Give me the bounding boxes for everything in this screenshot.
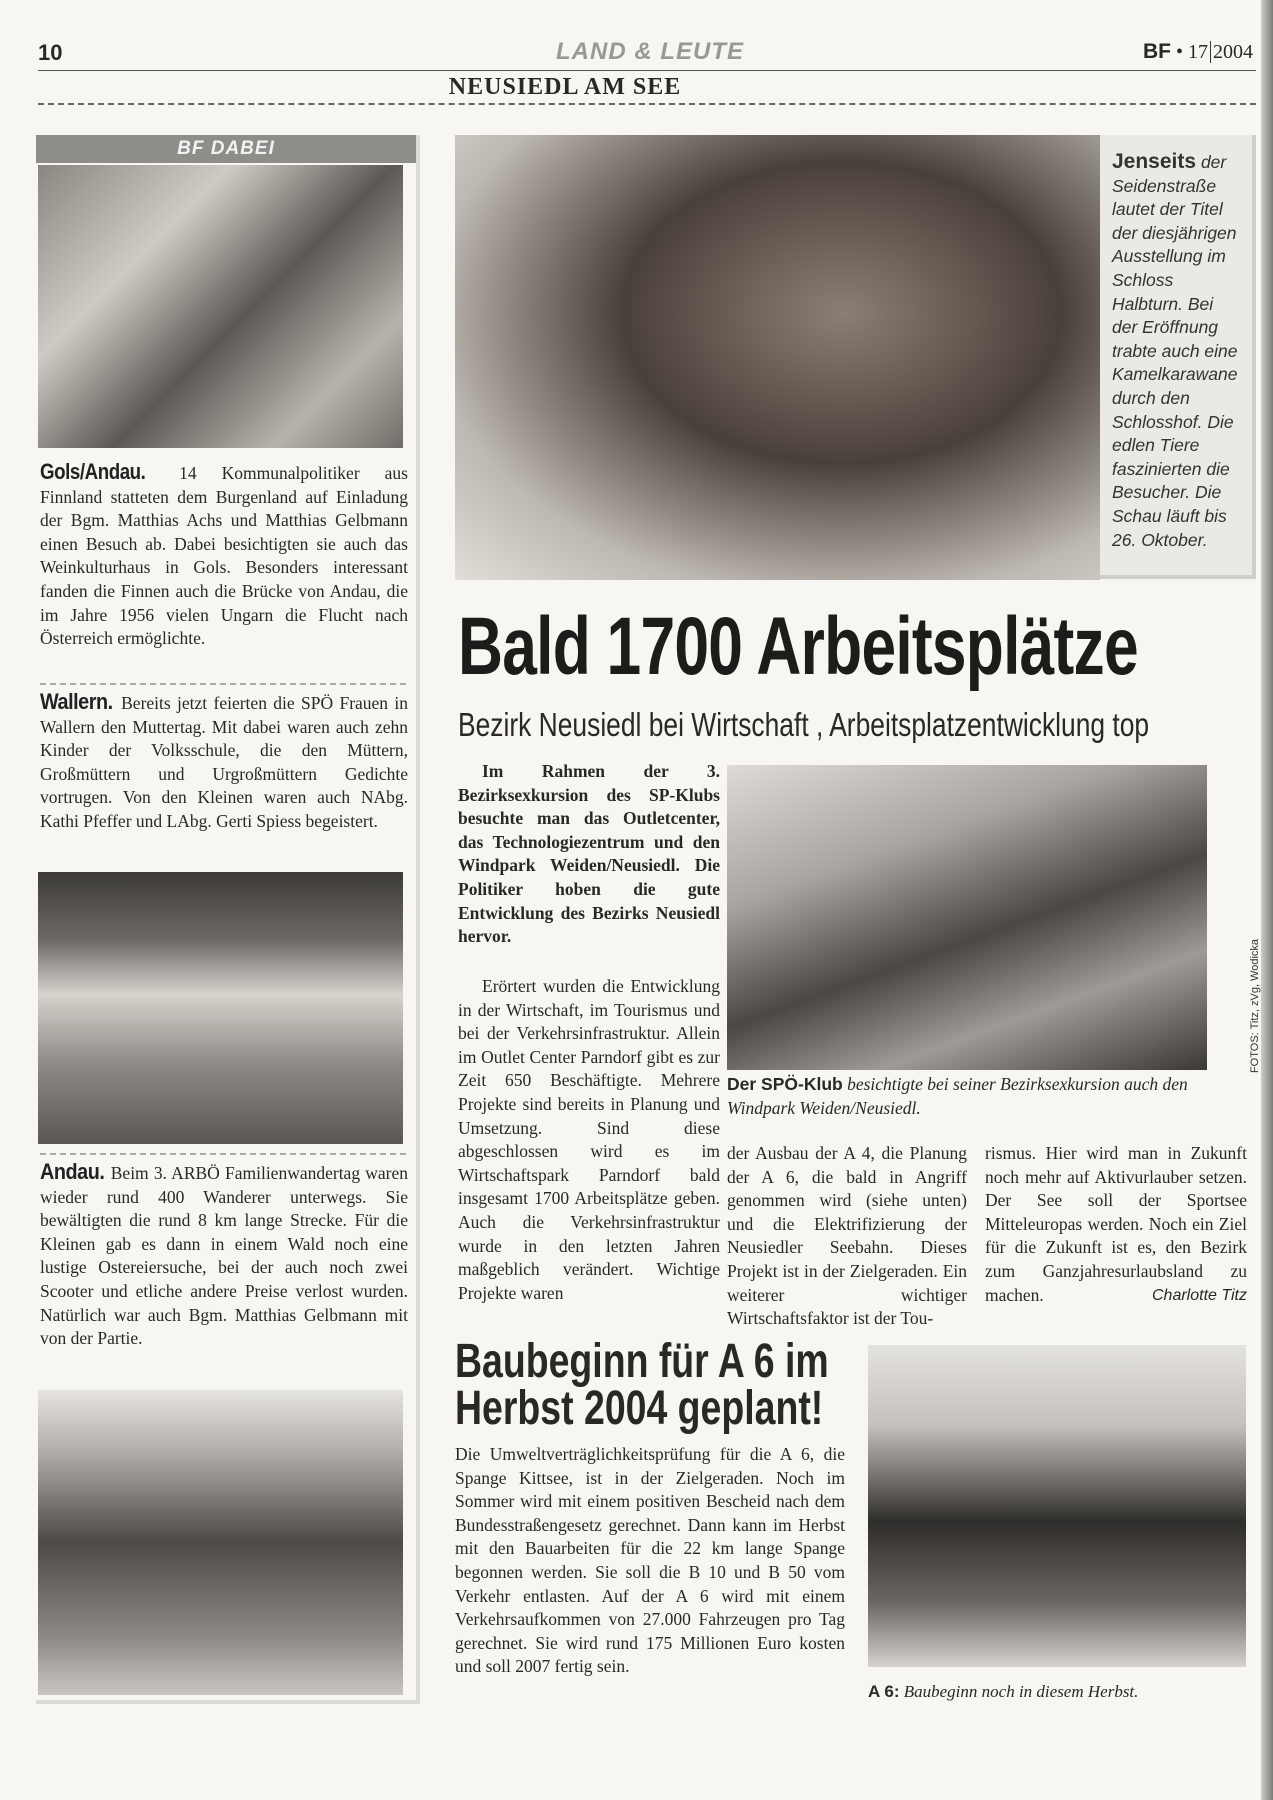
article-col3 bbox=[985, 1142, 1247, 1307]
main-headline-text: Bald 1700 Arbeitsplätze bbox=[458, 601, 1138, 692]
photo-spo-klub bbox=[727, 765, 1207, 1070]
separator: • bbox=[1175, 41, 1183, 63]
photo-a6-officials bbox=[868, 1345, 1246, 1667]
paper-name: BF bbox=[1142, 40, 1171, 63]
caption-text: besichtigte bei seiner Bezirksexkursion auch den Windpark Weiden/Neusiedl. bbox=[727, 1074, 1188, 1118]
caption-text: Baubeginn noch in diesem Herbst. bbox=[903, 1682, 1139, 1701]
item-text: Bereits jetzt feierten die SPÖ Frauen in Wallern den Muttertag. Mit dabei waren auch zehn Kinder der Volksschule, die den Müttern, Großmüttern und Urgroßmüttern Gedichte vortrugen. Von den Kleinen waren auch NAbg. Kathi Pfeffer und LAbg. Gerti Spiess begeistert. bbox=[40, 693, 409, 831]
photo-finnish-politicians bbox=[38, 165, 403, 448]
header-rule bbox=[38, 70, 1256, 71]
a6-photo-caption bbox=[868, 1682, 1138, 1702]
item-place: Andau. bbox=[40, 1159, 105, 1184]
photo-mothers-day bbox=[38, 872, 403, 1144]
sidebar-item-andau bbox=[40, 1160, 408, 1351]
sidebar-item-wallern bbox=[40, 690, 408, 834]
divider bbox=[40, 1153, 406, 1155]
second-article-body: Die Umweltverträglichkeitsprüfung für die A 6, die Spange Kittsee, ist in der Zielgeraden. Noch im Sommer wird mit einem positiven Bescheid nach dem Bundesstraßengesetz gerechnet. Dann kann im Herbst mit den Bauarbeiten für die 22 km lange Spange begonnen werden. Sie soll die B 10 und B 50 vom Verkehr entlasten. Auf der A 6 wird mit einem Verkehrsaufkommen von 27.000 Fahrzeugen pro Tag gerechnet. Sie wird rund 175 Millionen Euro kosten und soll 2007 fertig sein. bbox=[455, 1444, 845, 1677]
sidebar-label: BF DABEI bbox=[36, 135, 416, 163]
sidebar-item-gols bbox=[40, 460, 408, 651]
photo-hiking-day bbox=[38, 1390, 403, 1695]
scan-edge bbox=[1261, 0, 1273, 1800]
item-place: Gols/Andau. bbox=[40, 459, 146, 484]
page-number: 10 bbox=[38, 40, 63, 65]
article-intro: Im Rahmen der 3. Bezirksexkursion des SP-Klubs besuchte man das Outletcenter, das Technologiezentrum und den Windpark Weiden/Neusiedl. Die Politiker hoben die gute Entwicklung des Bezirks Neusiedl hervor. bbox=[458, 761, 720, 947]
caption-lead: Jenseits bbox=[1112, 150, 1197, 173]
issue-year: 2004 bbox=[1213, 41, 1253, 63]
item-place: Wallern. bbox=[40, 689, 113, 714]
article-col2: der Ausbau der A 4, die Planung der A 6, die bald in Angriff genommen wird (siehe unten) und die Elektrifizierung der Neusiedler Seebahn. Dieses Projekt ist in der Zielgeraden. Ein weiterer wichtiger Wirtschaftsfaktor ist der Tou- bbox=[727, 1143, 967, 1329]
col3-text: rismus. Hier wird man in Zukunft noch mehr auf Aktivurlauber setzen. Der See soll der Sportsee Mitteleuropas werden. Noch ein Ziel für die Zukunft ist es, den Bezirk zum Ganzjahresurlaubsland zu machen. bbox=[985, 1143, 1247, 1305]
item-text: Beim 3. ARBÖ Familienwandertag waren wieder rund 400 Wanderer unterwegs. Sie bewältigten die rund 8 km lange Strecke. Für die Kleinen gab es dann in einem Wald noch eine lustige Ostereiersuche, bei der auch noch zwei Scooter und etliche andere Preise verlost wurden. Natürlich war auch Bgm. Matthias Gelbmann mit von der Partie. bbox=[40, 1163, 409, 1349]
issue-info bbox=[1143, 40, 1253, 64]
photo-credit: FOTOS: Titz, zVg, Wodicka bbox=[1249, 938, 1262, 1074]
photo-camel-caravan bbox=[455, 135, 1100, 580]
issue-number: 17 bbox=[1188, 41, 1208, 63]
main-headline bbox=[458, 600, 1273, 694]
region-title: NEUSIEDL AM SEE bbox=[448, 74, 682, 100]
headline-line2: Herbst 2004 geplant! bbox=[455, 1382, 824, 1435]
camel-photo-caption bbox=[1100, 135, 1256, 579]
main-subheadline-text: Bezirk Neusiedl bei Wirtschaft , Arbeitsplatzentwicklung top bbox=[458, 706, 1150, 743]
divider bbox=[40, 683, 406, 685]
second-headline bbox=[455, 1335, 934, 1435]
header-divider bbox=[38, 103, 1256, 105]
caption-text: der Seidenstraße lautet der Titel der diesjährigen Ausstellung im Schloss Halbturn. Bei der Eröffnung trabte auch eine Kamelkarawane durch den Schlosshof. Die edlen Tiere faszinierten die Besucher. Die Schau läuft bis 26. Oktober. bbox=[1112, 152, 1238, 550]
headline-line1: Baubeginn für A 6 im bbox=[455, 1335, 829, 1388]
item-text: 14 Kommunalpolitiker aus Finnland statteten dem Burgenland auf Einladung der Bgm. Matthias Achs und Matthias Gelbmann einen Besuch ab. Dabei besichtigten sie auch das Weinkulturhaus in Gols. Besonders interessant fanden die Finnen auch die Brücke von Andau, die im Jahre 1956 vielen Ungarn die Flucht nach Österreich ermöglichte. bbox=[40, 463, 408, 649]
caption-lead: A 6: bbox=[868, 1682, 900, 1701]
section-title: LAND & LEUTE bbox=[556, 38, 744, 65]
caption-lead: Der SPÖ-Klub bbox=[727, 1074, 843, 1094]
article-col1: Erörtert wurden die Entwicklung in der Wirtschaft, im Tourismus und bei der Verkehrsinfrastruktur. Allein im Outlet Center Parndorf gibt es zur Zeit 650 Beschäftigte. Mehrere Projekte sind bereits in Planung und Umsetzung. Sind diese abgeschlossen wird es im Wirtschaftspark Parndorf bald insgesamt 1700 Arbeitsplätze geben. Auch die Verkehrsinfrastruktur wurde in den letzten Jahren maßgeblich verändert. Wichtige Projekte waren bbox=[458, 976, 720, 1303]
main-subheadline bbox=[458, 706, 1273, 744]
spo-photo-caption bbox=[727, 1072, 1247, 1120]
author: Charlotte Titz bbox=[1152, 1286, 1247, 1304]
